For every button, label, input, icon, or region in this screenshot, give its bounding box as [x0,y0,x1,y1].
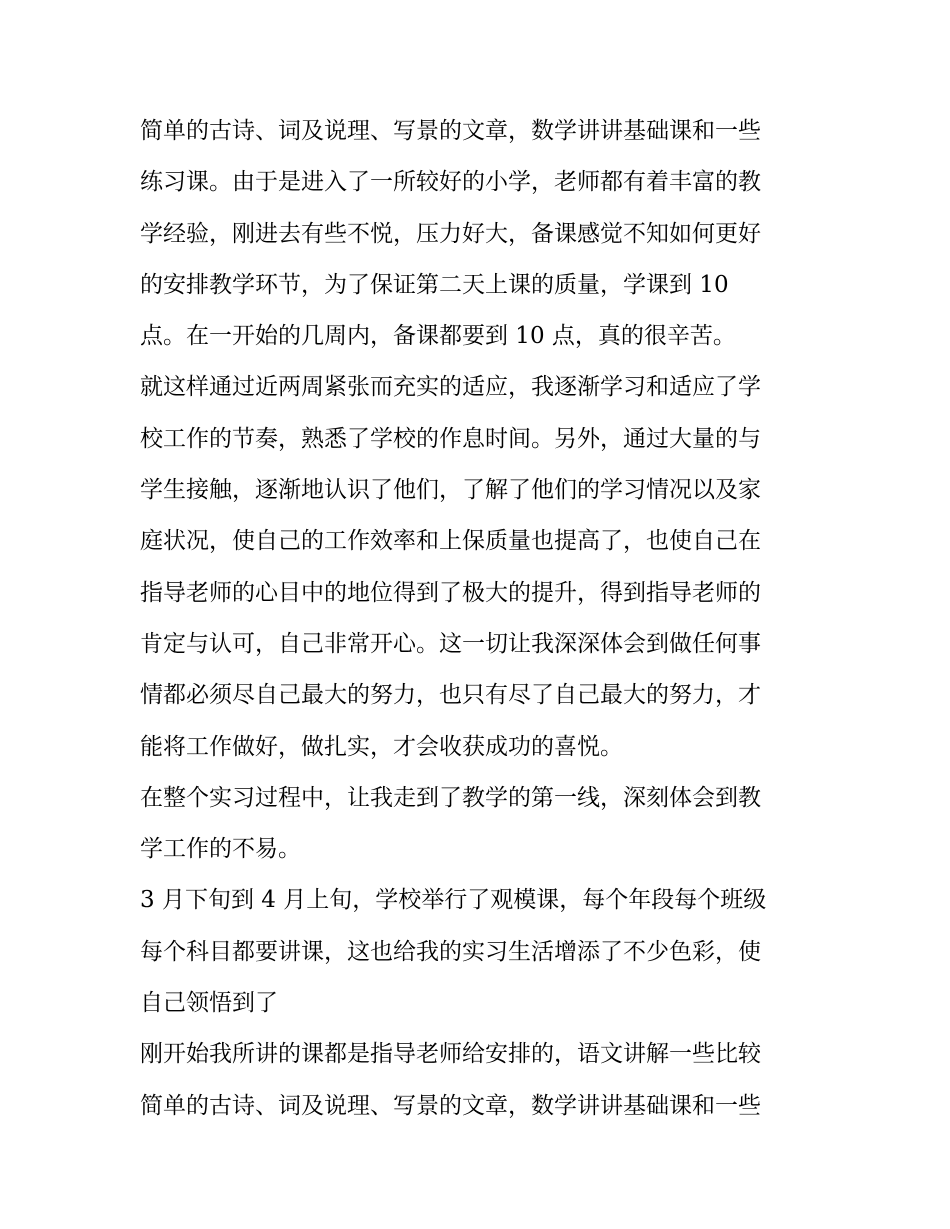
text-line: 刚开始我所讲的课都是指导老师给安排的，语文讲解一些比较 [140,1041,761,1068]
text-line: 庭状况，使自己的工作效率和上保质量也提高了，也使自己在 [140,528,761,555]
text-line: 3 月下旬到 4 月上旬，学校举行了观模课，每个年段每个班级 [140,887,767,914]
text-line: 点。在一开始的几周内，备课都要到 10 点，真的很辛苦。 [140,323,736,350]
text-line: 学经验，刚进去有些不悦，压力好大，备课感觉不知如何更好 [140,220,761,247]
text-line: 学生接触，逐渐地认识了他们，了解了他们的学习情况以及家 [140,477,761,504]
text-line: 练习课。由于是进入了一所较好的小学，老师都有着丰富的教 [140,169,761,196]
text-line: 简单的古诗、词及说理、写景的文章，数学讲讲基础课和一些 [140,1092,761,1119]
text-line: 每个科目都要讲课，这也给我的实习生活增添了不少色彩，使 [140,938,761,965]
document-body [140,106,830,1132]
text-line: 学工作的不易。 [140,836,301,863]
text-line: 肯定与认可，自己非常开心。这一切让我深深体会到做任何事 [140,630,761,657]
text-line: 的安排教学环节，为了保证第二天上课的质量，学课到 10 [140,271,729,298]
text-line: 情都必须尽自己最大的努力，也只有尽了自己最大的努力，才 [140,682,761,709]
text-line: 指导老师的心目中的地位得到了极大的提升，得到指导老师的 [140,579,761,606]
text-line: 校工作的节奏，熟悉了学校的作息时间。另外，通过大量的与 [140,425,761,452]
text-line: 简单的古诗、词及说理、写景的文章，数学讲讲基础课和一些 [140,118,761,144]
text-line: 能将工作做好，做扎实，才会收获成功的喜悦。 [140,733,623,760]
text-line: 在整个实习过程中，让我走到了教学的第一线，深刻体会到教 [140,784,761,811]
text-line: 自己领悟到了 [140,990,278,1017]
text-line: 就这样通过近两周紧张而充实的适应，我逐渐学习和适应了学 [140,374,761,401]
